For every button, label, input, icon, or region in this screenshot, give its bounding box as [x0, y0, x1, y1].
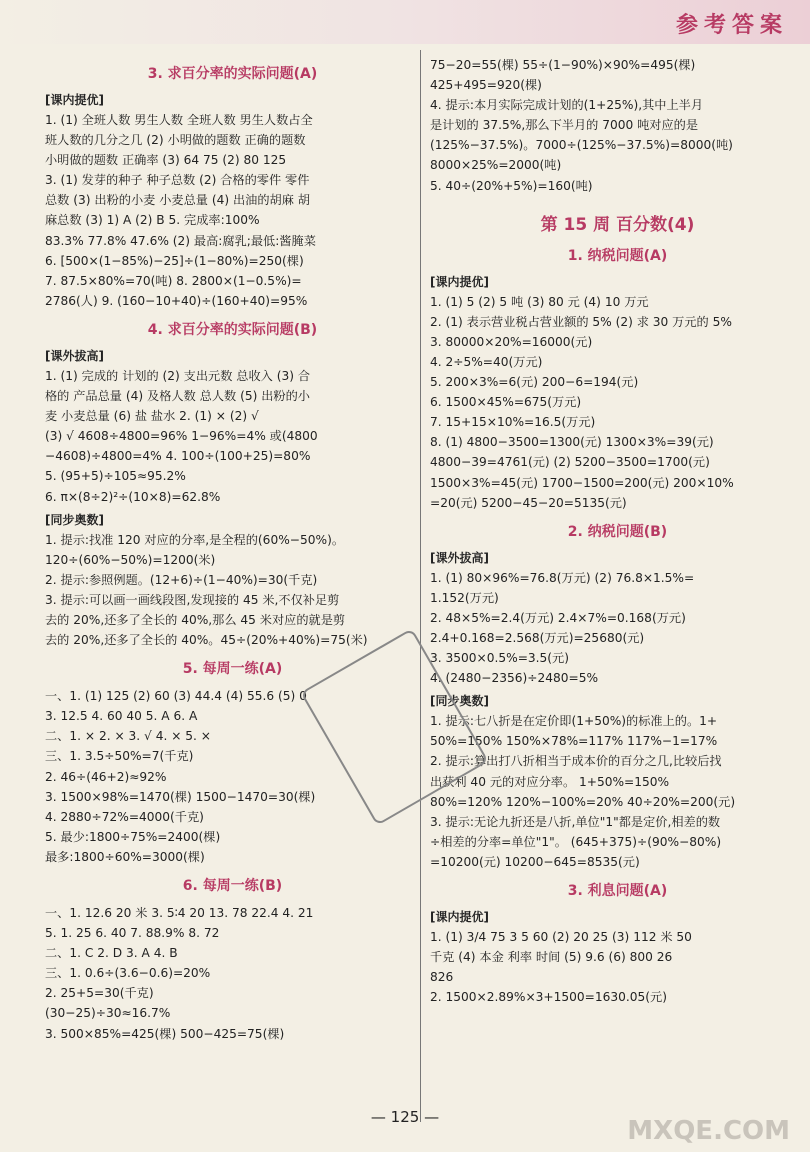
answer-line: 三、1. 0.6÷(3.6−0.6)=20%: [45, 966, 211, 981]
answer-block: [430, 55, 805, 196]
answer-line: 三、1. 3.5÷50%=7(千克): [45, 749, 194, 764]
answer-line: 3. 80000×20%=16000(元): [430, 334, 593, 349]
answer-line: 80%=120% 120%−100%=20% 40÷20%=200(元): [430, 794, 736, 809]
answer-line: 75−20=55(棵) 55÷(1−90%)×90%=495(棵): [430, 58, 696, 72]
answer-block: [430, 292, 805, 513]
answer-line: 5. (95+5)÷105≈95.2%: [45, 469, 186, 484]
left-column: [45, 55, 420, 1044]
answer-line: 2.4+0.168=2.568(万元)=25680(元): [430, 630, 645, 645]
answer-line: 2. 提示:算出打八折相当于成本价的百分之几,比较后找: [430, 754, 722, 769]
answer-block: [45, 530, 420, 651]
right-column: [430, 55, 805, 1007]
answer-block: [430, 927, 805, 1007]
section-title: 1. 纳税问题(A): [567, 247, 668, 264]
column-divider: [420, 50, 421, 1122]
answer-line: 千克 (4) 本金 利率 时间 (5) 9.6 (6) 800 26: [430, 950, 673, 965]
answer-line: 5. 最少:1800÷75%=2400(棵): [45, 829, 221, 844]
answer-line: 二、1. C 2. D 3. A 4. B: [45, 946, 178, 961]
answer-line: 1. (1) 完成的 计划的 (2) 支出元数 总收入 (3) 合: [45, 368, 311, 383]
answer-line: 2. 1500×2.89%×3+1500=1630.05(元): [430, 990, 667, 1005]
answer-line: 3. 500×85%=425(棵) 500−425=75(棵): [45, 1026, 285, 1041]
answer-line: 8. (1) 4800−3500=1300(元) 1300×3%=39(元): [430, 435, 714, 450]
answer-line: 1. 提示:七八折是在定价即(1+50%)的标准上的。1+: [430, 714, 718, 729]
week-title: 第 15 周 百分数(4): [540, 214, 695, 235]
answer-line: 6. [500×(1−85%)−25]÷(1−80%)=250(棵): [45, 253, 304, 268]
answer-line: 出获利 40 元的对应分率。 1+50%=150%: [430, 774, 670, 789]
answer-line: 4. 2÷5%=40(万元): [430, 354, 543, 369]
answer-line: ÷相差的分率=单位"1"。 (645+375)÷(90%−80%): [430, 834, 722, 849]
section-tag: [课外拔高]: [430, 550, 489, 565]
answer-line: 麻总数 (3) 1) A (2) B 5. 完成率:100%: [45, 213, 260, 228]
answer-line: −4608)÷4800=4% 4. 100÷(100+25)=80%: [45, 449, 311, 464]
section-tag: [课内提优]: [430, 274, 489, 289]
answer-line: 最多:1800÷60%=3000(棵): [45, 849, 205, 864]
answer-line: 1. (1) 3/4 75 3 5 60 (2) 20 25 (3) 112 米 50: [430, 930, 692, 944]
answer-line: (3) √ 4608÷4800=96% 1−96%=4% 或(4800: [45, 429, 318, 444]
answer-line: 1. (1) 80×96%=76.8(万元) (2) 76.8×1.5%=: [430, 570, 695, 585]
answer-line: 6. 1500×45%=675(万元): [430, 395, 582, 410]
answer-line: 2786(人) 9. (160−10+40)÷(160+40)=95%: [45, 293, 308, 308]
section-title: 6. 每周一练(B): [182, 878, 283, 894]
answer-line: 总数 (3) 出粉的小麦 小麦总量 (4) 出油的胡麻 胡: [45, 193, 310, 208]
answer-line: 一、1. (1) 125 (2) 60 (3) 44.4 (4) 55.6 (5) 0: [45, 689, 307, 704]
answer-line: 3. 提示:可以画一画线段图,发现接的 45 米,不仅补足剪: [45, 592, 340, 607]
answer-line: 6. π×(8÷2)²÷(10×8)=62.8%: [45, 489, 221, 504]
answer-line: 格的 产品总量 (4) 及格人数 总人数 (5) 出粉的小: [45, 389, 310, 404]
section-title: 5. 每周一练(A): [182, 661, 283, 678]
section-tag: [课内提优]: [430, 910, 489, 924]
answer-block: [430, 568, 805, 689]
answers-tag: 参考答案: [675, 13, 788, 38]
answer-line: 5. 200×3%=6(元) 200−6=194(元): [430, 375, 639, 390]
header-band: [0, 0, 810, 44]
answer-block: [45, 366, 420, 507]
answer-line: =10200(元) 10200−645=8535(元): [430, 854, 640, 869]
section-tag: [同步奥数]: [45, 512, 104, 527]
answer-line: 是计划的 37.5%,那么下半月的 7000 吨对应的是: [430, 118, 699, 133]
answer-line: 7. 87.5×80%=70(吨) 8. 2800×(1−0.5%)=: [45, 273, 302, 288]
answer-line: 425+495=920(棵): [430, 78, 542, 93]
answer-line: 826: [430, 970, 454, 985]
answer-block: [45, 110, 420, 311]
section-title: 3. 求百分率的实际问题(A): [147, 66, 318, 82]
answer-line: 2. 46÷(46+2)≈92%: [45, 769, 167, 784]
answer-line: 8000×25%=2000(吨): [430, 158, 562, 173]
section-title: 2. 纳税问题(B): [567, 523, 668, 540]
section-tag: [课外拔高]: [45, 348, 104, 363]
answer-line: 4. 提示:本月实际完成计划的(1+25%),其中上半月: [430, 98, 704, 113]
answer-line: 1. (1) 全班人数 男生人数 全班人数 男生人数占全: [45, 113, 313, 127]
answer-line: 1.152(万元): [430, 590, 499, 605]
answer-line: 3. 3500×0.5%=3.5(元): [430, 651, 569, 666]
answer-line: 4. (2480−2356)÷2480=5%: [430, 671, 599, 686]
answer-line: (30−25)÷30≈16.7%: [45, 1006, 171, 1021]
section-title: 4. 求百分率的实际问题(B): [147, 321, 318, 338]
answer-block: [45, 903, 420, 1044]
answer-line: 2. 48×5%=2.4(万元) 2.4×7%=0.168(万元): [430, 610, 686, 625]
answer-line: 50%=150% 150%×78%=117% 117%−1=17%: [430, 734, 718, 749]
answer-line: 120÷(60%−50%)=1200(米): [45, 552, 216, 567]
answer-line: =20(元) 5200−45−20=5135(元): [430, 495, 627, 510]
answer-line: (125%−37.5%)。7000÷(125%−37.5%)=8000(吨): [430, 138, 733, 153]
answer-line: 5. 40÷(20%+5%)=160(吨): [430, 178, 593, 193]
answer-block: [430, 711, 805, 872]
answer-line: 4800−39=4761(元) (2) 5200−3500=1700(元): [430, 455, 710, 470]
section-tag: [同步奥数]: [430, 694, 489, 709]
answer-line: 3. (1) 发芽的种子 种子总数 (2) 合格的零件 零件: [45, 173, 310, 188]
section-tag: [课内提优]: [45, 93, 104, 107]
answer-line: 一、1. 12.6 20 米 3. 5∶4 20 13. 78 22.4 4. 21: [45, 906, 314, 920]
watermark: MXQE.COM: [627, 1116, 790, 1146]
answer-line: 2. 25+5=30(千克): [45, 986, 154, 1001]
answer-line: 3. 1500×98%=1470(棵) 1500−1470=30(棵): [45, 789, 316, 804]
answer-line: 5. 1. 25 6. 40 7. 88.9% 8. 72: [45, 926, 220, 941]
answer-line: 班人数的几分之几 (2) 小明做的题数 正确的题数: [45, 133, 306, 148]
page-number: — 125 —: [370, 1108, 440, 1126]
answer-line: 2. (1) 表示营业税占营业额的 5% (2) 求 30 万元的 5%: [430, 314, 732, 329]
answer-line: 7. 15+15×10%=16.5(万元): [430, 415, 596, 430]
answer-line: 小明做的题数 正确率 (3) 64 75 (2) 80 125: [45, 153, 287, 168]
answer-line: 去的 20%,还多了全长的 40%,那么 45 米对应的就是剪: [45, 612, 346, 627]
answer-line: 二、1. × 2. × 3. √ 4. × 5. ×: [45, 729, 211, 744]
answer-line: 4. 2880÷72%=4000(千克): [45, 809, 204, 824]
answer-line: 3. 12.5 4. 60 40 5. A 6. A: [45, 709, 198, 724]
answer-line: 去的 20%,还多了全长的 40%。45÷(20%+40%)=75(米): [45, 633, 368, 648]
answer-line: 麦 小麦总量 (6) 盐 盐水 2. (1) × (2) √: [45, 409, 259, 424]
answer-line: 83.3% 77.8% 47.6% (2) 最高:腐乳;最低:酱腌菜: [45, 233, 316, 248]
answer-line: 3. 提示:无论九折还是八折,单位"1"都是定价,相差的数: [430, 814, 721, 829]
answer-line: 2. 提示:参照例题。(12+6)÷(1−40%)=30(千克): [45, 572, 318, 587]
section-title: 3. 利息问题(A): [567, 883, 668, 899]
answer-line: 1500×3%=45(元) 1700−1500=200(元) 200×10%: [430, 475, 734, 490]
answer-line: 1. 提示:找准 120 对应的分率,是全程的(60%−50%)。: [45, 532, 345, 547]
answer-line: 1. (1) 5 (2) 5 吨 (3) 80 元 (4) 10 万元: [430, 294, 649, 309]
